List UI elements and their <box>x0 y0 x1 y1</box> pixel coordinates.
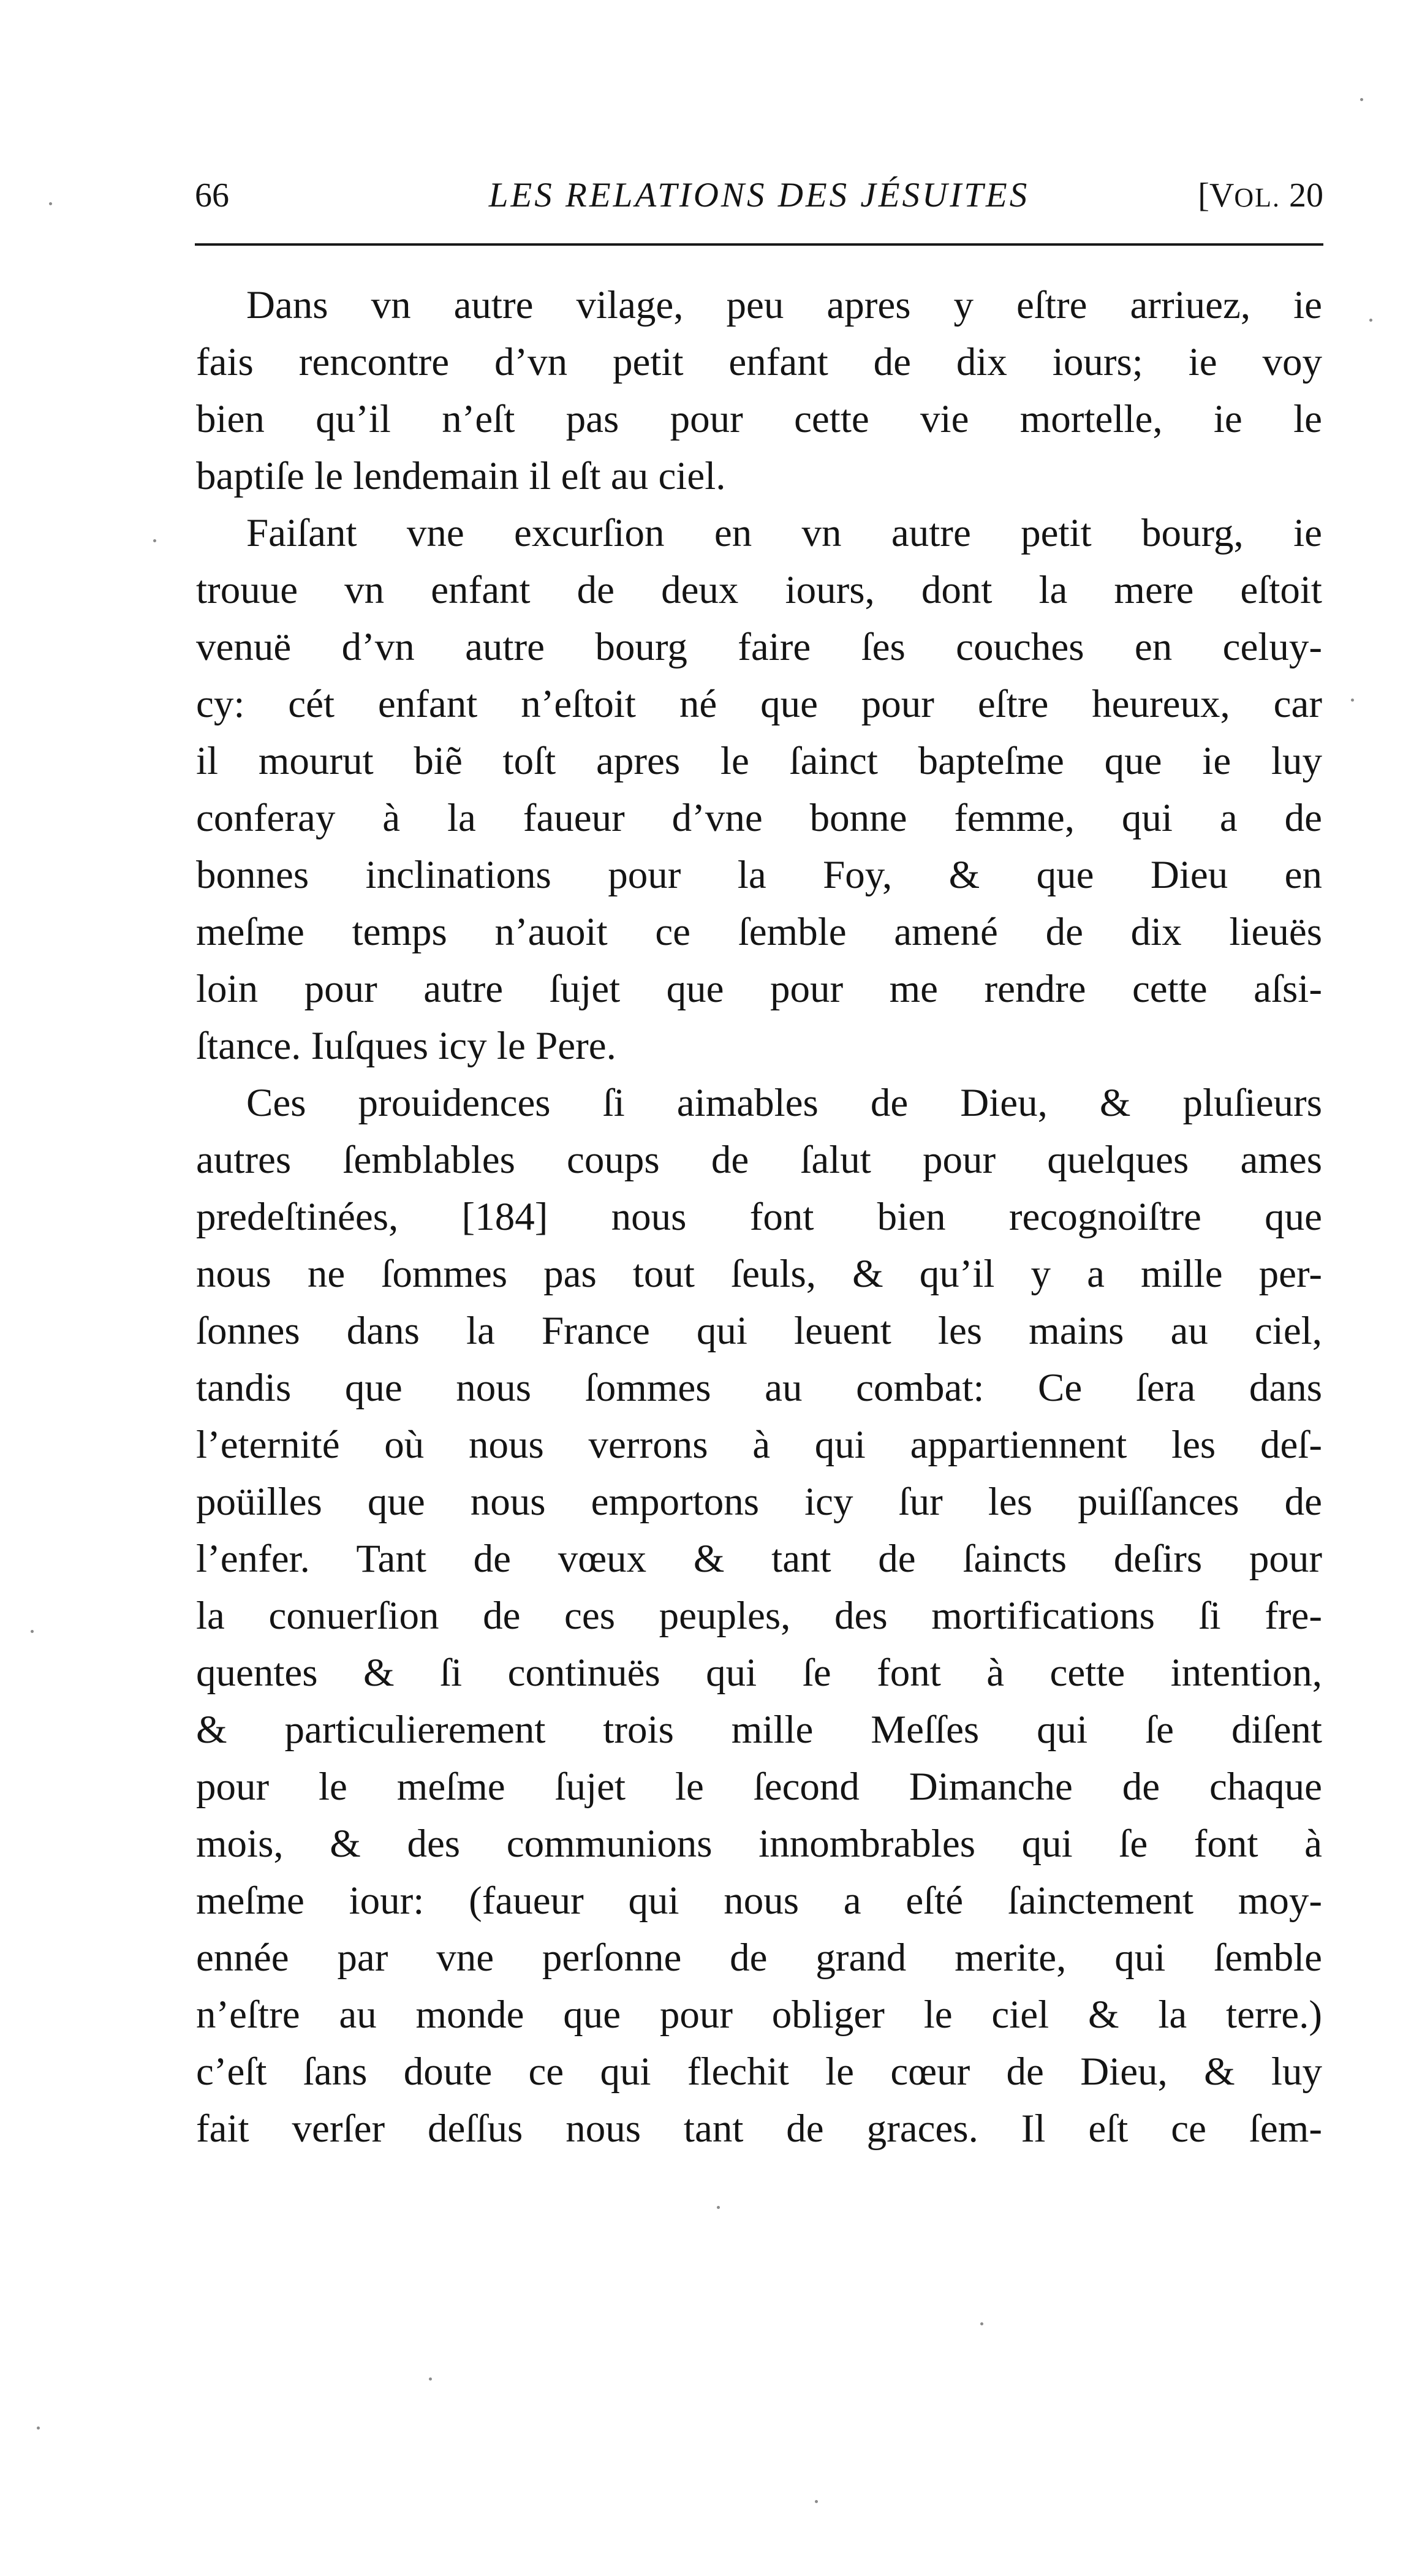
scan-speck <box>49 202 52 205</box>
volume-number: 20 <box>1280 176 1323 214</box>
page-header <box>195 170 1323 225</box>
text-line: ſtance. Iuſques icy le Pere. <box>196 1024 616 1068</box>
scan-speck <box>37 2426 40 2430</box>
scan-speck <box>1369 319 1372 322</box>
text-line: ennée par vne perſonne de grand merite, qui ſemble <box>196 1936 1322 1980</box>
text-line: quentes & ſi continuës qui ſe font à cette intention, <box>196 1651 1322 1695</box>
scan-speck <box>717 2206 720 2209</box>
text-line: mois, & des communions innombrables qui ſe font à <box>196 1822 1322 1866</box>
text-line: cy: cét enfant n’eſtoit né que pour eſtre heureux, car <box>196 682 1322 726</box>
text-line: loin pour autre ſujet que pour me rendre cette aſsi- <box>196 967 1322 1011</box>
text-line: meſme iour: (faueur qui nous a eſté ſainctement moy- <box>196 1879 1322 1923</box>
text-line: bonnes inclinations pour la Foy, & que Dieu en <box>196 853 1322 897</box>
scan-speck <box>980 2322 983 2325</box>
volume-prefix: [V <box>1198 176 1235 214</box>
text-line: fait verſer deſſus nous tant de graces. Il eſt ce ſem- <box>196 2107 1322 2151</box>
text-line: predeſtinées, [184] nous font bien recognoiſtre que <box>196 1195 1322 1239</box>
scan-speck <box>1351 699 1354 702</box>
body-text <box>196 277 1322 2157</box>
text-line: meſme temps n’auoit ce ſemble amené de dix lieuës <box>196 910 1322 954</box>
text-line: la conuerſion de ces peuples, des mortifications ſi fre- <box>196 1594 1322 1638</box>
text-line: pour le meſme ſujet le ſecond Dimanche de chaque <box>196 1765 1322 1809</box>
text-line: poüilles que nous emportons icy ſur les puiſſances de <box>196 1480 1322 1524</box>
volume-label <box>1198 174 1323 219</box>
text-line: nous ne ſommes pas tout ſeuls, & qu’il y a mille per- <box>196 1252 1322 1296</box>
text-line: Faiſant vne excurſion en vn autre petit bourg, ie <box>246 511 1322 555</box>
text-line: conferay à la faueur d’vne bonne femme, qui a de <box>196 796 1322 840</box>
header-rule <box>195 243 1323 246</box>
scan-speck <box>429 2377 432 2381</box>
text-line: Dans vn autre vilage, peu apres y eſtre arriuez, ie <box>246 283 1322 327</box>
text-line: l’eternité où nous verrons à qui appartiennent les deſ- <box>196 1423 1322 1467</box>
text-line: autres ſemblables coups de ſalut pour quelques ames <box>196 1138 1322 1182</box>
text-line: & particulierement trois mille Meſſes qui ſe diſent <box>196 1708 1322 1752</box>
text-line: baptiſe le lendemain il eſt au ciel. <box>196 454 726 498</box>
scan-speck <box>153 539 156 542</box>
text-line: ſonnes dans la France qui leuent les mains au ciel, <box>196 1309 1322 1353</box>
running-title: LES RELATIONS DES JÉSUITES <box>488 176 1030 214</box>
scan-speck <box>1360 98 1363 101</box>
text-line: fais rencontre d’vn petit enfant de dix iours; ie voy <box>196 340 1322 384</box>
text-line: Ces prouidences ſi aimables de Dieu, & pluſieurs <box>246 1081 1322 1125</box>
scan-speck <box>815 2500 818 2503</box>
text-line: venuë d’vn autre bourg faire ſes couches en celuy- <box>196 625 1322 669</box>
text-line: trouue vn enfant de deux iours, dont la mere eſtoit <box>196 568 1322 612</box>
text-line: il mourut biẽ toſt apres le ſainct bapteſme que ie luy <box>196 739 1322 783</box>
text-line: n’eſtre au monde que pour obliger le ciel & la terre.) <box>196 1993 1322 2037</box>
text-line: c’eſt ſans doute ce qui flechit le cœur de Dieu, & luy <box>196 2050 1322 2094</box>
text-line: tandis que nous ſommes au combat: Ce ſera dans <box>196 1366 1322 1410</box>
text-line: bien qu’il n’eſt pas pour cette vie mortelle, ie le <box>196 397 1322 441</box>
text-line: l’enfer. Tant de vœux & tant de ſaincts deſirs pour <box>196 1537 1322 1581</box>
scan-speck <box>31 1630 34 1633</box>
page-number: 66 <box>195 176 229 214</box>
volume-smallcaps: OL. <box>1234 183 1280 213</box>
